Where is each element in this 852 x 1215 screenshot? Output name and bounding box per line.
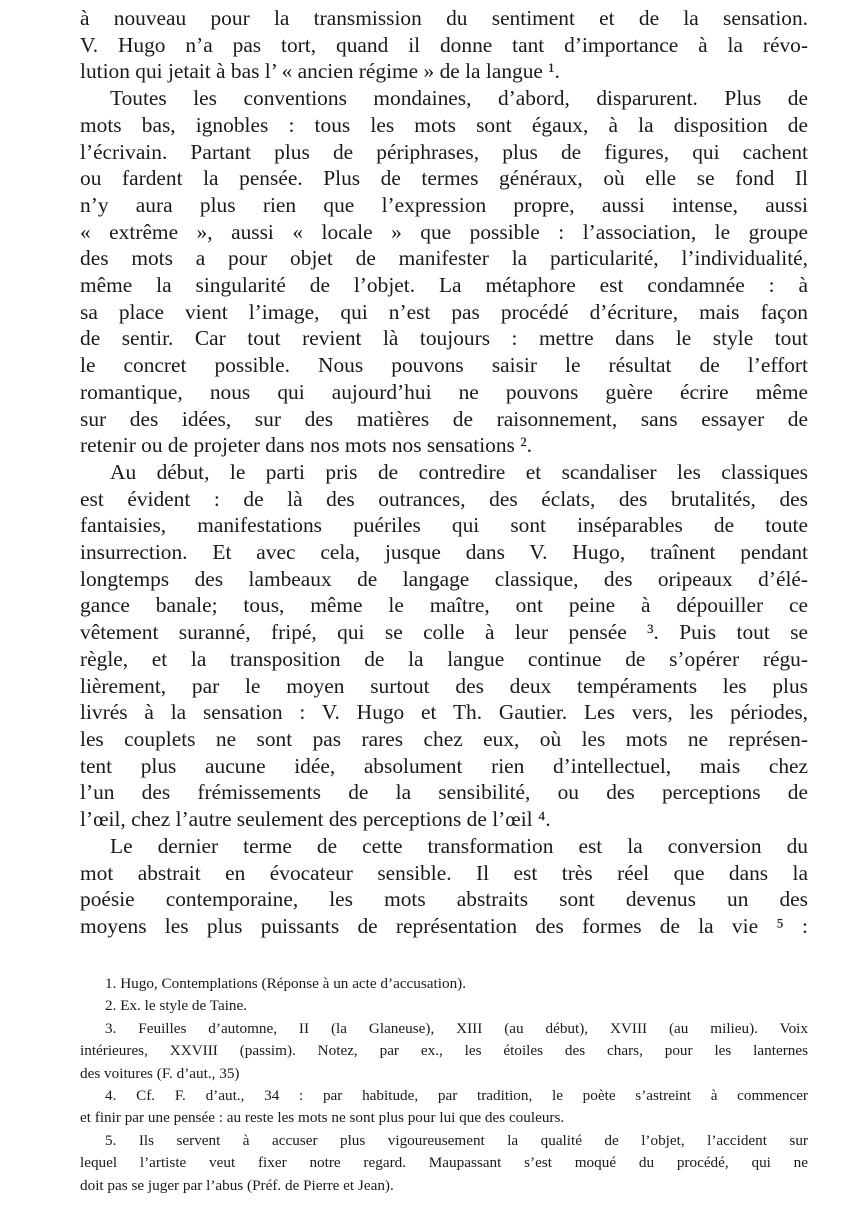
footnote-4 <box>80 1085 808 1130</box>
text-line: livrés à la sensation : V. Hugo et Th. Gautier. Les vers, les périodes, <box>80 700 808 725</box>
paragraph-3 <box>80 459 808 833</box>
text-line: sa place vient l’image, qui n’est pas procédé d’écriture, mais façon <box>80 299 808 324</box>
paragraph-1 <box>80 5 808 85</box>
text-line: V. Hugo n’a pas tort, quand il donne tant d’importance à la révo- <box>80 32 808 57</box>
footnote-3 <box>80 1018 808 1085</box>
text-line: l’œil, chez l’autre seulement des perceptions de l’œil ⁴. <box>80 807 551 832</box>
text-line: ou fardent la pensée. Plus de termes généraux, où elle se fond Il <box>80 166 808 191</box>
paragraph-4 <box>80 833 808 940</box>
text-line: retenir ou de projeter dans nos mots nos sensations ². <box>80 433 532 458</box>
text-line: le concret possible. Nous pouvons saisir le résultat de l’effort <box>80 353 808 378</box>
footnote-2 <box>80 995 808 1017</box>
paragraph-2 <box>80 85 808 459</box>
footnote-line: 1. Hugo, Contemplations (Réponse à un acte d’accusation). <box>105 975 467 992</box>
text-line: est évident : de là des outrances, des éclats, des brutalités, des <box>80 486 808 511</box>
text-line: gance banale; tous, même le maître, ont peine à dépouiller ce <box>80 593 808 618</box>
text-line: Toutes les conventions mondaines, d’abord, disparurent. Plus de <box>110 86 808 111</box>
text-line: des mots a pour objet de manifester la particularité, l’individualité, <box>80 246 808 271</box>
text-line: moyens les plus puissants de représentation des formes de la vie ⁵ : <box>80 913 808 938</box>
text-line: « extrême », aussi « locale » que possible : l’association, le groupe <box>80 219 808 244</box>
text-line: n’y aura plus rien que l’expression propre, aussi intense, aussi <box>80 192 808 217</box>
text-line: règle, et la transposition de la langue continue de s’opérer régu- <box>80 646 808 671</box>
footnote-line: 3. Feuilles d’automne, II (la Glaneuse), XIII (au début), XVIII (au milieu). Voix <box>105 1019 808 1037</box>
footnote-line: intérieures, XXVIII (passim). Notez, par ex., les étoiles des chars, pour les lanternes <box>80 1042 808 1060</box>
footnote-line: et finir par une pensée : au reste les mots ne sont plus pour lui que des couleurs. <box>80 1109 565 1127</box>
text-line: tent plus aucune idée, absolument rien d’intellectuel, mais chez <box>80 753 808 778</box>
text-line: lièrement, par le moyen surtout des deux tempéraments les plus <box>80 673 808 698</box>
text-line: fantaisies, manifestations puériles qui sont inséparables de toute <box>80 513 808 538</box>
footnote-line: 2. Ex. le style de Taine. <box>105 997 248 1015</box>
text-line: les couplets ne sont pas rares chez eux, où les mots ne représen- <box>80 726 808 751</box>
footnote-line: 5. Ils servent à accuser plus vigoureusement la qualité de l’objet, l’accident sur <box>105 1131 808 1149</box>
footnote-5 <box>80 1130 808 1197</box>
text-line: l’écrivain. Partant plus de périphrases, plus de figures, qui cachent <box>80 139 808 164</box>
text-line: insurrection. Et avec cela, jusque dans V. Hugo, traînent pendant <box>80 540 808 565</box>
text-line: longtemps des lambeaux de langage classique, des oripeaux d’élé- <box>80 566 808 591</box>
text-line: lution qui jetait à bas l’ « ancien régime » de la langue ¹. <box>80 59 561 84</box>
footnote-line: des voitures (F. d’aut., 35) <box>80 1064 240 1082</box>
text-line: Le dernier terme de cette transformation est la conversion du <box>110 833 808 858</box>
text-line: même la singularité de l’objet. La métaphore est condamnée : à <box>80 273 808 298</box>
footnote-1 <box>80 973 808 995</box>
book-page <box>80 0 808 1194</box>
text-line: vêtement suranné, fripé, qui se colle à leur pensée ³. Puis tout se <box>80 620 808 645</box>
text-line: sur des idées, sur des matières de raisonnement, sans essayer de <box>80 406 808 431</box>
text-line: de sentir. Car tout revient là toujours : mettre dans le style tout <box>80 326 808 351</box>
main-text <box>80 0 808 940</box>
text-line: mot abstrait en évocateur sensible. Il est très réel que dans la <box>80 860 808 885</box>
footnote-line: lequel l’artiste veut fixer notre regard. Maupassant s’est moqué du procédé, qui ne <box>80 1154 808 1172</box>
text-line: Au début, le parti pris de contredire et scandaliser les classiques <box>110 459 808 484</box>
footnotes <box>80 973 808 1197</box>
text-line: l’un des frémissements de la sensibilité, ou des perceptions de <box>80 780 808 805</box>
footnote-line: 4. Cf. F. d’aut., 34 : par habitude, par tradition, le poète s’astreint à commencer <box>105 1087 808 1105</box>
text-line: romantique, nous qui aujourd’hui ne pouvons guère écrire même <box>80 379 808 404</box>
text-line: à nouveau pour la transmission du sentiment et de la sensation. <box>80 6 808 30</box>
text-line: poésie contemporaine, les mots abstraits sont devenus un des <box>80 887 808 912</box>
text-line: mots bas, ignobles : tous les mots sont égaux, à la disposition de <box>80 112 808 137</box>
footnote-line: doit pas se juger par l’abus (Préf. de Pierre et Jean). <box>80 1176 394 1194</box>
